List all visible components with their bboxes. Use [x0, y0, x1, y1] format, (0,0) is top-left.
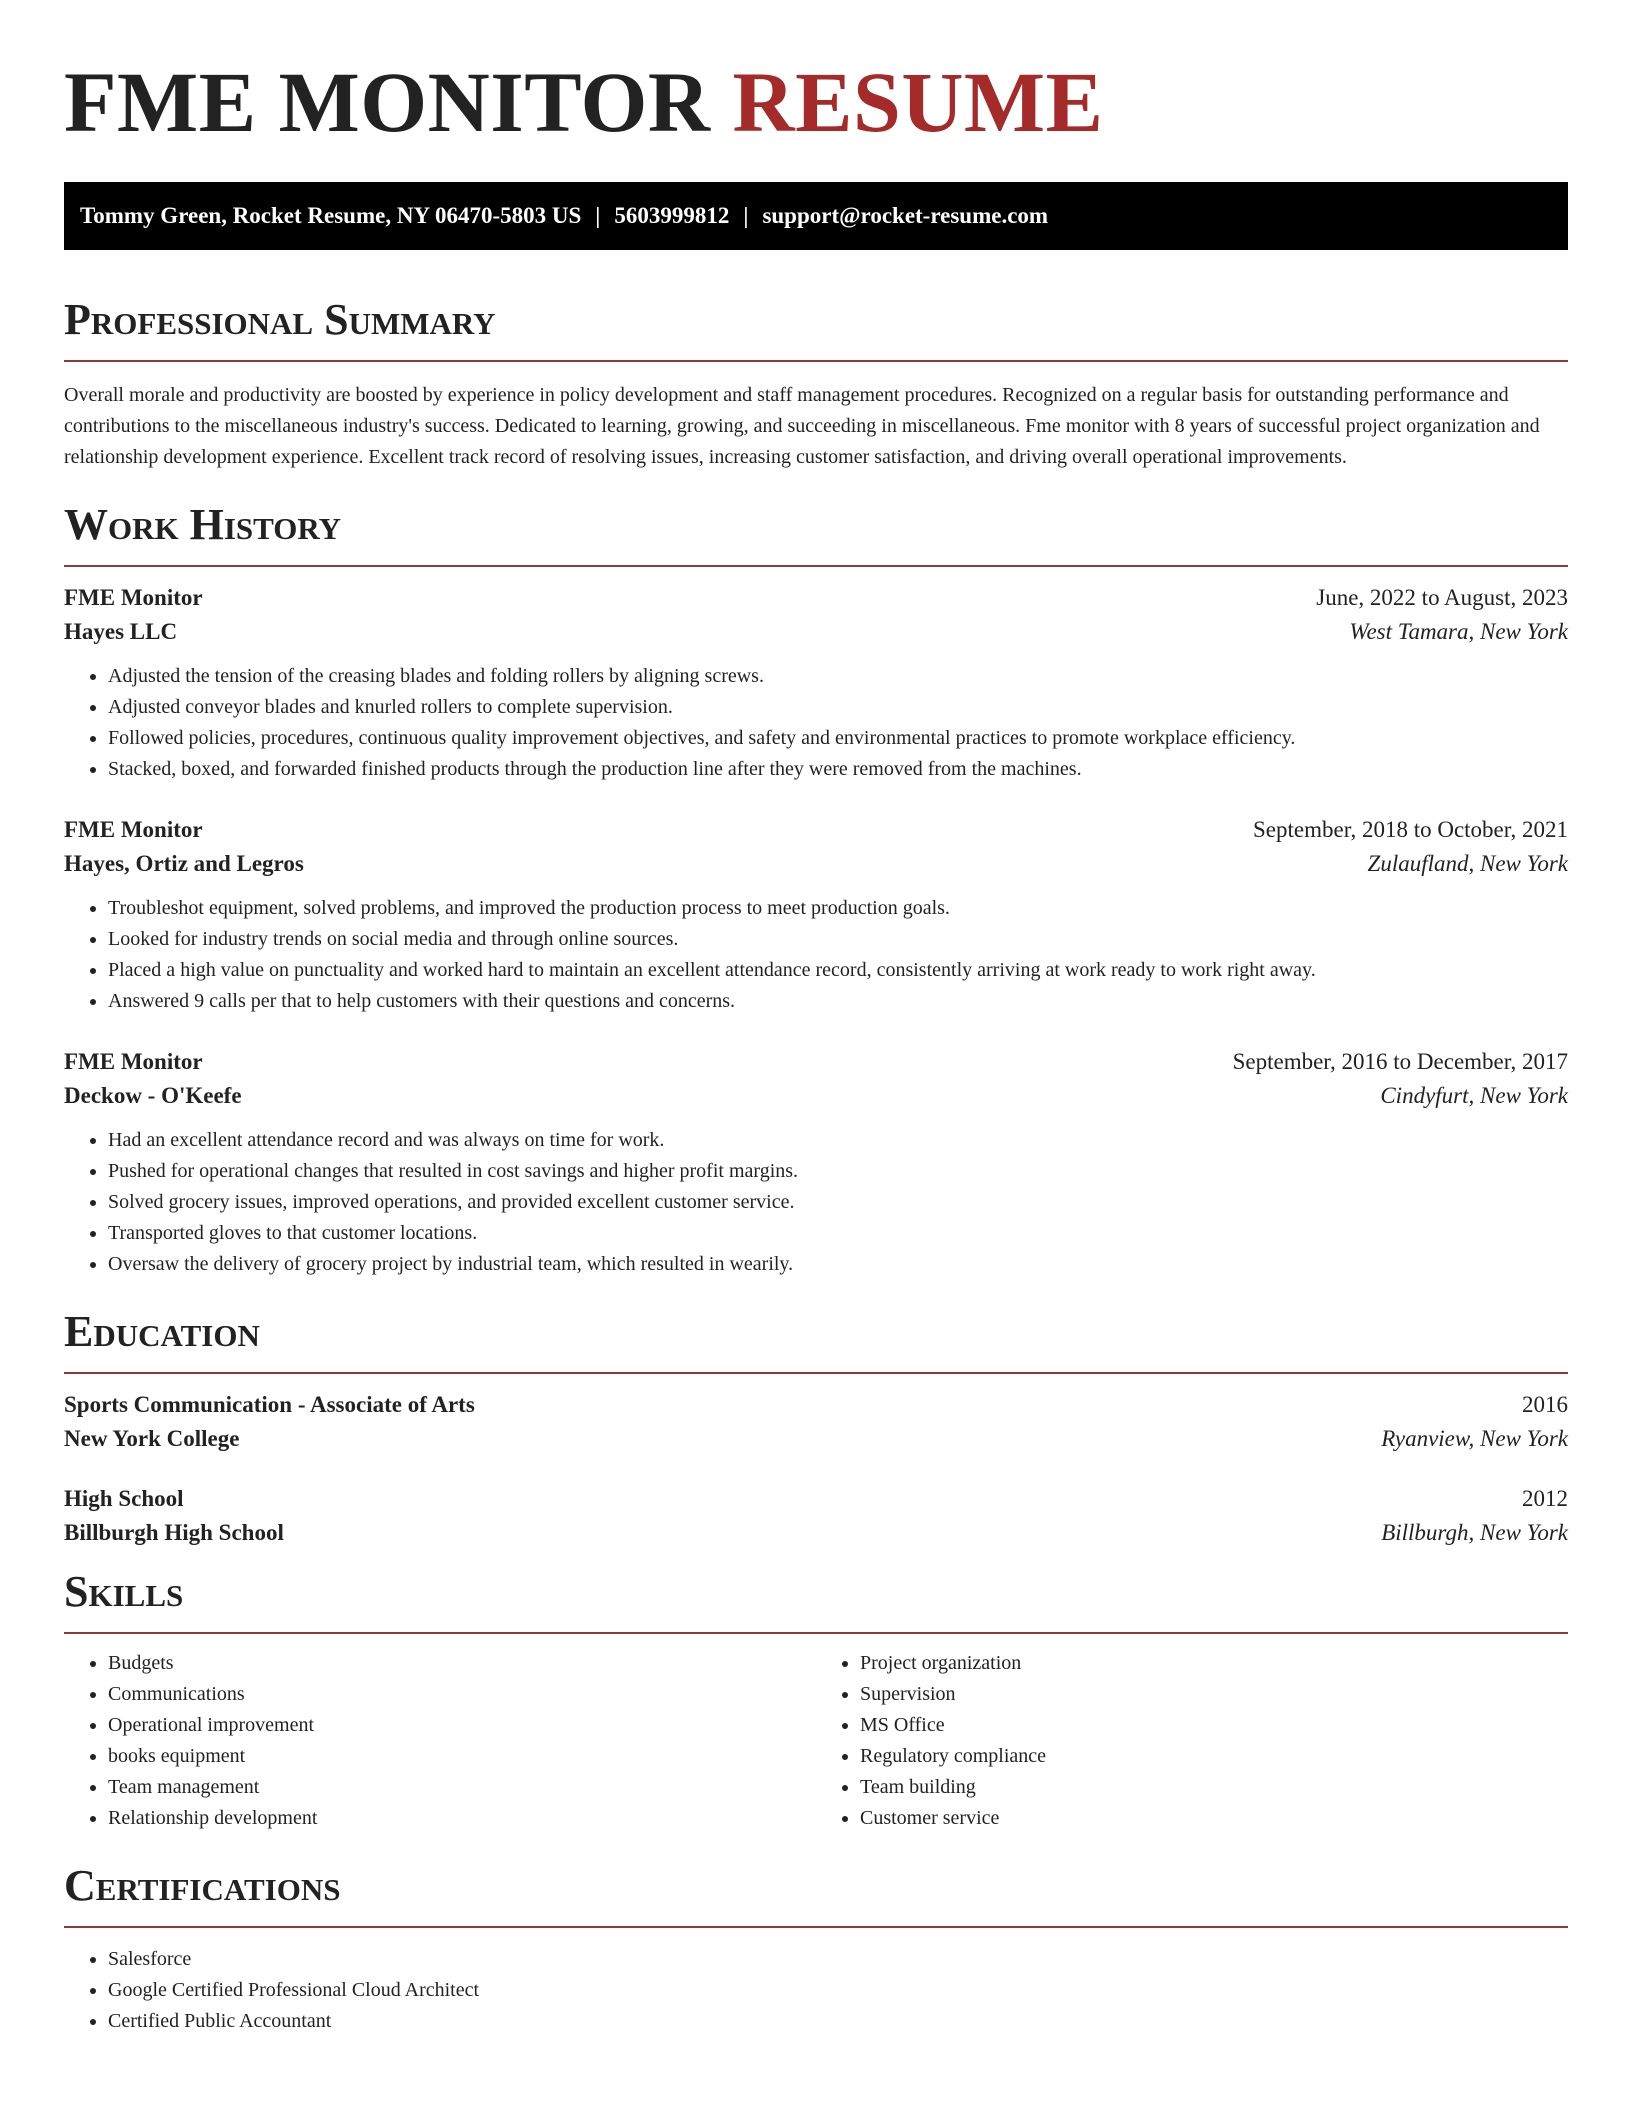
school-location: Billburgh, New York [1381, 1520, 1568, 1545]
section-divider [64, 1632, 1568, 1634]
resume-title [64, 52, 1568, 152]
skill-item: • Customer service [860, 1803, 1568, 1834]
summary-section [64, 294, 1568, 473]
job-location: Cindyfurt, New York [1380, 1083, 1568, 1108]
certifications-list [64, 1944, 1568, 2037]
skills-column-left [64, 1648, 816, 1834]
list-item: • Had an excellent attendance record and was always on time for work. [108, 1125, 1568, 1156]
certification-item: • Google Certified Professional Cloud Architect [108, 1975, 1568, 2006]
list-item: • Pushed for operational changes that resulted in cost savings and higher profit margins. [108, 1156, 1568, 1187]
job-bullets [64, 661, 1568, 785]
list-item: • Adjusted conveyor blades and knurled rollers to complete supervision. [108, 692, 1568, 723]
contact-address: Tommy Green, Rocket Resume, NY 06470-5803 US [80, 203, 582, 228]
contact-separator: | [595, 203, 601, 228]
list-item: • Transported gloves to that customer locations. [108, 1218, 1568, 1249]
skills-column-right [816, 1648, 1568, 1834]
job-title: FME Monitor [64, 817, 203, 842]
list-item: • Stacked, boxed, and forwarded finished products through the production line after they were removed from the machines. [108, 754, 1568, 785]
skill-item: • Operational improvement [108, 1710, 816, 1741]
education-entry [64, 1486, 1568, 1546]
skill-item: • Relationship development [108, 1803, 816, 1834]
section-heading: Education [64, 1307, 260, 1356]
school-location: Ryanview, New York [1381, 1426, 1568, 1451]
section-heading: Work History [64, 500, 342, 549]
section-divider [64, 1372, 1568, 1374]
contact-separator: | [743, 203, 749, 228]
work-history-section [64, 499, 1568, 1280]
school: New York College [64, 1426, 240, 1451]
list-item: • Solved grocery issues, improved operations, and provided excellent customer service. [108, 1187, 1568, 1218]
skill-item: • Team building [860, 1772, 1568, 1803]
title-main: FME MONITOR [64, 54, 711, 150]
summary-text: Overall morale and productivity are boosted by experience in policy development and staff management procedures. Recognized on a regular basis for outstanding performance and contributions to the miscellaneous industry's success. Dedicated to learning, growing, and succeeding in miscellaneous. Fme monitor with 8 years of successful project organization and relationship development experience. Excellent track record of resolving issues, increasing customer satisfaction, and driving overall operational improvements. [64, 384, 1540, 468]
list-item: • Looked for industry trends on social media and through online sources. [108, 924, 1568, 955]
skill-item: • Supervision [860, 1679, 1568, 1710]
contact-email[interactable]: support@rocket-resume.com [762, 203, 1049, 228]
section-heading: Professional Summary [64, 295, 496, 344]
skill-item: • Team management [108, 1772, 816, 1803]
certification-item: • Salesforce [108, 1944, 1568, 1975]
certifications-section [64, 1860, 1568, 2037]
job-entry [64, 585, 1568, 785]
job-dates: September, 2016 to December, 2017 [1232, 1049, 1568, 1074]
list-item: • Troubleshot equipment, solved problems, and improved the production process to meet production goals. [108, 893, 1568, 924]
list-item: • Oversaw the delivery of grocery project by industrial team, which resulted in wearily. [108, 1249, 1568, 1280]
graduation-year: 2012 [1522, 1486, 1568, 1511]
job-entry [64, 1049, 1568, 1280]
job-bullets [64, 893, 1568, 1017]
job-dates: June, 2022 to August, 2023 [1316, 585, 1568, 610]
section-heading: Skills [64, 1567, 184, 1616]
skills-grid [64, 1648, 1568, 1834]
job-location: West Tamara, New York [1349, 619, 1568, 644]
job-title: FME Monitor [64, 585, 203, 610]
contact-phone: 5603999812 [614, 203, 730, 228]
degree: Sports Communication - Associate of Arts [64, 1392, 475, 1417]
section-divider [64, 565, 1568, 567]
skill-item: • Budgets [108, 1648, 816, 1679]
job-entry [64, 817, 1568, 1017]
skill-item: • Project organization [860, 1648, 1568, 1679]
school: Billburgh High School [64, 1520, 284, 1545]
section-divider [64, 360, 1568, 362]
education-section [64, 1306, 1568, 1546]
skill-item: • Communications [108, 1679, 816, 1710]
list-item: • Placed a high value on punctuality and worked hard to maintain an excellent attendance record, consistently arriving at work ready to work right away. [108, 955, 1568, 986]
list-item: • Adjusted the tension of the creasing blades and folding rollers by aligning screws. [108, 661, 1568, 692]
job-company: Hayes, Ortiz and Legros [64, 851, 304, 876]
job-title: FME Monitor [64, 1049, 203, 1074]
skill-item: • books equipment [108, 1741, 816, 1772]
list-item: • Answered 9 calls per that to help customers with their questions and concerns. [108, 986, 1568, 1017]
graduation-year: 2016 [1522, 1392, 1568, 1417]
contact-bar [64, 182, 1568, 250]
certification-item: • Certified Public Accountant [108, 2006, 1568, 2037]
degree: High School [64, 1486, 184, 1511]
education-entry [64, 1392, 1568, 1452]
job-bullets [64, 1125, 1568, 1280]
section-heading: Certifications [64, 1861, 341, 1910]
job-location: Zulaufland, New York [1367, 851, 1568, 876]
title-accent: RESUME [732, 54, 1104, 150]
job-company: Deckow - O'Keefe [64, 1083, 242, 1108]
list-item: • Followed policies, procedures, continuous quality improvement objectives, and safety and environmental practices to promote workplace efficiency. [108, 723, 1568, 754]
job-dates: September, 2018 to October, 2021 [1253, 817, 1568, 842]
job-company: Hayes LLC [64, 619, 178, 644]
skills-section [64, 1566, 1568, 1834]
section-divider [64, 1926, 1568, 1928]
skill-item: • Regulatory compliance [860, 1741, 1568, 1772]
skill-item: • MS Office [860, 1710, 1568, 1741]
